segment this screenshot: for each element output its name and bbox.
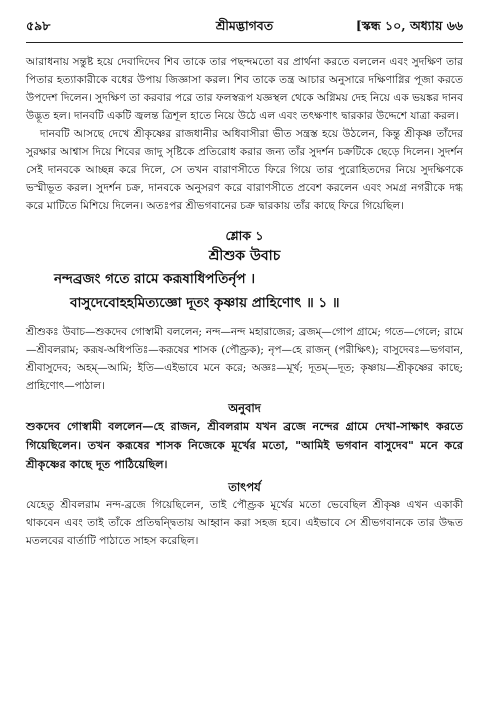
verse-number: শ্লোক ১: [225, 228, 264, 243]
translation-paragraph: শুকদেব গোস্বামী বললেন—হে রাজন, শ্রীবলরাম যখন ব্রজে নন্দের গ্রামে দেখা-সাক্ষাৎ করতে গিয়েছিলেন। তখন করূষের শাসক নিজেকে মূর্খের মতো, "আমিই ভগবান বাসুদেব" মনে করে শ্রীকৃষ্ণের কাছে দূত পাঠিয়েছিল।: [26, 419, 463, 471]
page-number: ৫৯৮: [26, 18, 51, 33]
purport-continued-paragraph-1: আরাধনায় সন্তুষ্ট হয়ে দেবাদিদেব শিব তাকে তার পছন্দমতো বর প্রার্থনা করতে বললেন এবং সুদক্ষিণ তার পিতার হত্যাকারীকে বধের উপায় জিজ্ঞাসা করল। শিব তাকে তন্ত্র আচার অনুসারে দক্ষিণাগ্নির পূজা করতে উপদেশ দিলেন। সুদক্ষিণ তা করবার পরে তার ফলস্বরূপ যজ্ঞস্থল থেকে অগ্নিময় দেহ নিয়ে এক ভয়ঙ্কর দানব উদ্ভূত হল। দানবটি একটি জ্বলন্ত ত্রিশূল হাতে নিয়ে উঠে এল এবং তৎক্ষণাৎ দ্বারকার উদ্দেশে যাত্রা করল।: [26, 56, 463, 122]
purport-paragraph: যেহেতু শ্রীবলরাম নন্দ-ব্রজে গিয়েছিলেন, তাই পৌণ্ড্রক মূর্খের মতো ভেবেছিল শ্রীকৃষ্ণ এখন একাকী থাকবেন এবং তাই তাঁকে প্রতিদ্বন্দ্বিতায় আহ্বান করা সহজ হবে। এইভাবে সে শ্রীভগবানকে তার উদ্ধত মতলবের বার্তাটি পাঠাতে সাহস করেছিল।: [26, 499, 463, 547]
book-title: শ্রীমদ্ভাগবত: [215, 18, 274, 33]
chapter-reference: [স্কন্ধ ১০, অধ্যায় ৬৬: [355, 18, 463, 33]
verse-text: [26, 267, 463, 315]
translation-heading: অনুবাদ: [228, 401, 261, 415]
header-rule: [26, 42, 463, 43]
synonyms-paragraph: শ্রীশুকঃ উবাচ—শুকদেব গোস্বামী বললেন; নন্দ—নন্দ মহারাজের; ব্রজম্—গোপ গ্রামে; গতে—গেলে; রামে—শ্রীবলরাম; করূষ-অধিপতিঃ—করূষের শাসক (পৌণ্ড্রক); নৃপ—হে রাজন্ (পরীক্ষিৎ); বাসুদেবঃ—ভগবান, শ্রীবাসুদেব; অহম্—আমি; ইতি—এইভাবে মনে করে; অজ্ঞঃ—মূর্খ; দূতম্—দূত; কৃষ্ণায়—শ্রীকৃষ্ণের কাছে; প্রাহিণোৎ—পাঠাল।: [26, 326, 463, 392]
verse-speaker: শ্রীশুক উবাচ: [208, 248, 281, 264]
verse-line-1: নন্দব্রজং গতে রামে করূষাধিপতির্নৃপ ।: [54, 271, 256, 287]
purport-continued-paragraph-2: দানবটি আসছে দেখে শ্রীকৃষ্ণের রাজধানীর অধিবাসীরা ভীত সন্ত্রস্ত হয়ে উঠলেন, কিন্তু শ্রীকৃষ্ণ তাঁদের সুরক্ষার আশ্বাস দিয়ে শিবের জাদু সৃষ্টিকে প্রতিরোধ করার জন্য তাঁর সুদর্শন চক্রটিকে ছেড়ে দিলেন। সুদর্শন সেই দানবকে আচ্ছন্ন করে দিলে, সে তখন বারাণসীতে ফিরে গিয়ে তার পুরোহিতদের নিয়ে সুদক্ষিণকে ভস্মীভূত করল। সুদর্শন চক্র, দানবকে অনুসরণ করে বারাণসীতে প্রবেশ করলেন এবং সমগ্র নগরীকে দগ্ধ করে মাটিতে মিশিয়ে দিলেন। অতঃপর শ্রীভগবানের চক্র দ্বারকায় তাঁর কাছে ফিরে গিয়েছিল।: [26, 128, 463, 212]
page-header: [26, 18, 463, 40]
purport-heading: তাৎপর্য: [228, 480, 261, 494]
verse-line-2: বাসুদেবোহহমিত্যজ্ঞো দূতং কৃষ্ণায় প্রাহিণোৎ ॥ ১ ॥: [70, 295, 340, 311]
